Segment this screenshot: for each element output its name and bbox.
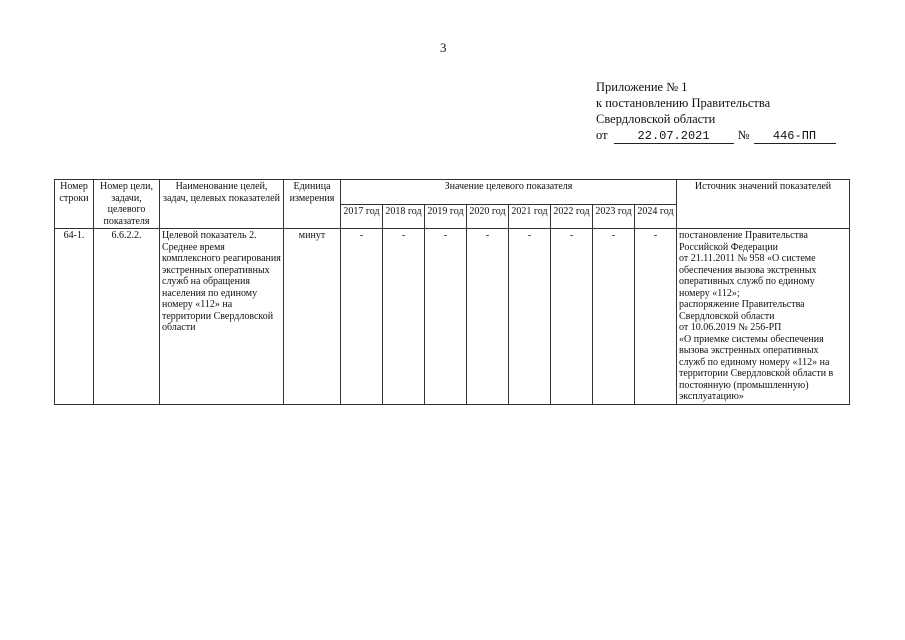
header-year: 2019 год (425, 204, 467, 229)
cell-year-value: - (635, 229, 677, 405)
header-year: 2022 год (551, 204, 593, 229)
header-year: 2018 год (383, 204, 425, 229)
source-line: постановление Правительства (679, 230, 808, 241)
table-header-row (55, 180, 850, 205)
cell-year-value: - (341, 229, 383, 405)
source-line: от 10.06.2019 № 256-РП (679, 322, 782, 333)
header-source: Источник значений показателей (677, 180, 850, 229)
header-year: 2021 год (509, 204, 551, 229)
header-year: 2023 год (593, 204, 635, 229)
source-line: от 21.11.2011 № 958 «О системе обеспечения вызова экстренных оперативных служб по единому номеру «112»; (679, 253, 817, 299)
number-prefix: № (737, 128, 750, 142)
header-year: 2017 год (341, 204, 383, 229)
source-line: «О приемке системы обеспечения вызова экстренных оперативных служб по единому номеру «112» на территории Свердловской области в постоянную (промышленную) эксплуатацию» (679, 333, 834, 402)
appendix-title: Приложение № 1 (596, 80, 688, 94)
cell-goal-number: 6.6.2.2. (94, 229, 160, 405)
cell-source (677, 229, 850, 405)
appendix-region: Свердловской области (596, 112, 716, 126)
header-year: 2020 год (467, 204, 509, 229)
cell-row-number: 64-1. (55, 229, 94, 405)
header-goal-number: Номер цели, задачи, целевого показателя (94, 180, 160, 229)
appendix-resolution: к постановлению Правительства (596, 96, 771, 110)
cell-year-value: - (551, 229, 593, 405)
resolution-number: 446-ПП (754, 130, 836, 144)
header-unit: Единица измерения (284, 180, 341, 229)
header-target-value: Значение целевого показателя (341, 180, 677, 205)
source-line: распоряжение Правительства (679, 299, 805, 310)
date-prefix: от (596, 128, 608, 142)
header-row-number: Номер строки (55, 180, 94, 229)
cell-year-value: - (509, 229, 551, 405)
header-year: 2024 год (635, 204, 677, 229)
appendix-date-number (596, 127, 836, 144)
resolution-date: 22.07.2021 (614, 130, 734, 144)
cell-year-value: - (467, 229, 509, 405)
cell-indicator-name: Целевой показатель 2. Среднее время комплексного реагирования экстренных оперативных служб на обращения населения по единому номеру «112» на территории Свердловской области (160, 229, 284, 405)
cell-unit: минут (284, 229, 341, 405)
page-number: 3 (440, 40, 447, 55)
table-row (55, 229, 850, 405)
header-indicator-name: Наименование целей, задач, целевых показателей (160, 180, 284, 229)
cell-year-value: - (593, 229, 635, 405)
cell-year-value: - (425, 229, 467, 405)
indicators-table (54, 179, 850, 405)
cell-year-value: - (383, 229, 425, 405)
source-line: Свердловской области (679, 310, 775, 322)
source-line: Российской Федерации (679, 241, 779, 253)
appendix-header (596, 79, 836, 144)
